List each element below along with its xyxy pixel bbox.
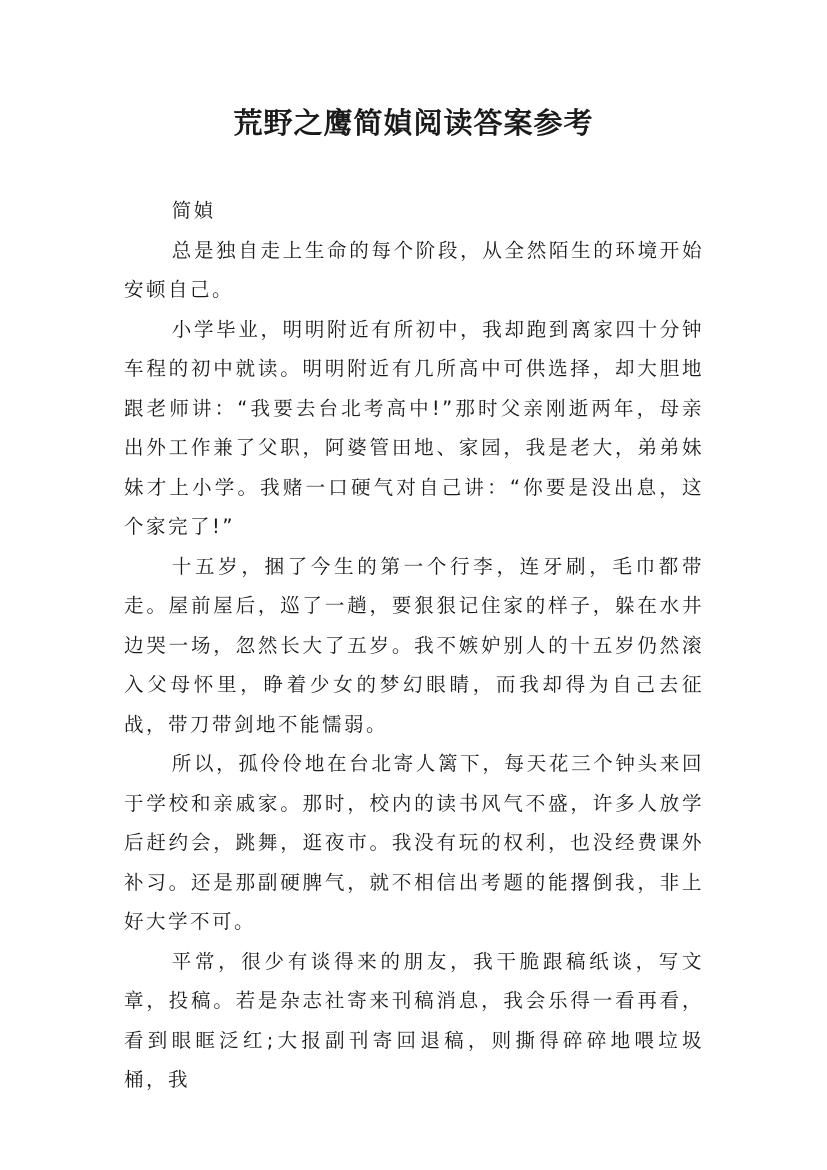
paragraph: 总是独自走上生命的每个阶段，从全然陌生的环境开始安顿自己。 <box>124 238 704 301</box>
paragraph: 小学毕业，明明附近有所初中，我却跑到离家四十分钟车程的初中就读。明明附近有几所高中可供选择，却大胆地跟老师讲：“我要去台北考高中!”那时父亲刚逝两年，母亲出外工作兼了父职，阿婆管田地、家园，我是老大，弟弟妹妹才上小学。我赌一口硬气对自己讲：“你要是没出息，这个家完了!” <box>124 317 704 538</box>
paragraph: 平常，很少有谈得来的朋友，我干脆跟稿纸谈，写文章，投稿。若是杂志社寄来刊稿消息，我会乐得一看再看，看到眼眶泛红;大报副刊寄回退稿，则撕得碎碎地喂垃圾桶，我 <box>124 949 704 1091</box>
paragraph: 十五岁，捆了今生的第一个行李，连牙刷，毛巾都带走。屋前屋后，巡了一趟，要狠狠记住家的样子，躲在水井边哭一场，忽然长大了五岁。我不嫉妒别人的十五岁仍然滚入父母怀里，睁着少女的梦幻眼睛，而我却得为自己去征战，带刀带剑地不能懦弱。 <box>124 554 704 736</box>
author-line: 简媜 <box>171 199 216 222</box>
paragraph: 所以，孤伶伶地在台北寄人篱下，每天花三个钟头来回于学校和亲戚家。那时，校内的读书风气不盛，许多人放学后赶约会，跳舞，逛夜市。我没有玩的权利，也没经费课外补习。还是那副硬脾气，就不相信出考题的能撂倒我，非上好大学不可。 <box>124 752 704 933</box>
document-title: 荒野之鹰简媜阅读答案参考 <box>233 106 594 140</box>
document-body <box>124 191 704 1100</box>
